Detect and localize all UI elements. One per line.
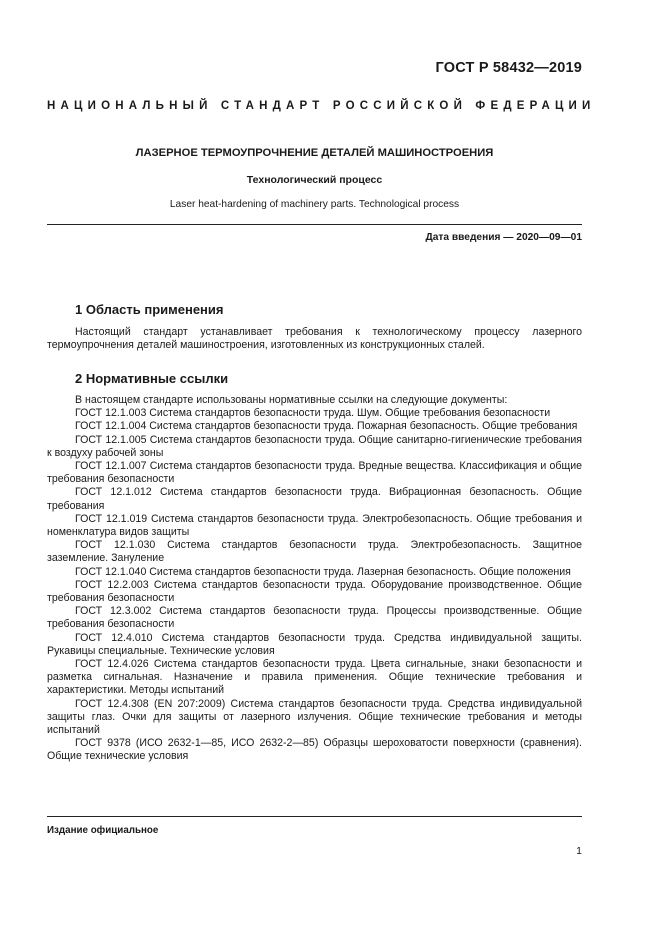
paragraph: В настоящем стандарте использованы нормативные ссылки на следующие документы: <box>75 394 508 406</box>
top-divider <box>47 224 582 225</box>
section-heading-references: 2 Нормативные ссылки <box>75 371 229 386</box>
page-number: 1 <box>576 845 582 857</box>
reference-item: ГОСТ 12.1.004 Система стандартов безопасности труда. Пожарная безопасность. Общие требования <box>75 420 578 433</box>
reference-item: ГОСТ 12.4.010 Система стандартов безопасности труда. Средства индивидуальной защиты. Рукавицы специальные. Технические условия <box>47 631 582 657</box>
reference-item: ГОСТ 12.4.308 (EN 207:2009) Система стандартов безопасности труда. Средства индивидуальной защиты глаз. Очки для защиты от лазерного излучения. Общие технические требования и методы испытаний <box>47 697 582 737</box>
document-id: ГОСТ Р 58432—2019 <box>435 60 582 76</box>
reference-item: ГОСТ 12.1.007 Система стандартов безопасности труда. Вредные вещества. Классификация и общие требования безопасности <box>47 460 582 486</box>
paragraph: Настоящий стандарт устанавливает требования к технологическому процессу лазерного термоупрочнения деталей машиностроения, изготовленных из конструкционных сталей. <box>47 326 582 352</box>
national-standard-banner: НАЦИОНАЛЬНЫЙ СТАНДАРТ РОССИЙСКОЙ ФЕДЕРАЦИИ <box>47 100 596 112</box>
reference-item: ГОСТ 12.1.012 Система стандартов безопасности труда. Вибрационная безопасность. Общие требования <box>47 486 582 512</box>
section-body-scope <box>47 326 582 352</box>
section-body-references <box>47 394 582 764</box>
reference-item: ГОСТ 12.1.003 Система стандартов безопасности труда. Шум. Общие требования безопасности <box>75 407 551 420</box>
reference-item: ГОСТ 9378 (ИСО 2632-1—85, ИСО 2632-2—85) Образцы шероховатости поверхности (сравнения). Общие технические условия <box>47 737 582 763</box>
reference-item: ГОСТ 12.1.005 Система стандартов безопасности труда. Общие санитарно-гигиенические требования к воздуху рабочей зоны <box>47 433 582 459</box>
reference-item: ГОСТ 12.2.003 Система стандартов безопасности труда. Оборудование производственное. Общие требования безопасности <box>47 578 582 605</box>
reference-item: ГОСТ 12.3.002 Система стандартов безопасности труда. Процессы производственные. Общие требования безопасности <box>47 605 582 631</box>
reference-item: ГОСТ 12.1.030 Система стандартов безопасности труда. Электробезопасность. Защитное заземление. Зануление <box>47 539 582 565</box>
reference-item: ГОСТ 12.1.019 Система стандартов безопасности труда. Электробезопасность. Общие требования и номенклатура видов защиты <box>47 512 582 539</box>
edition-note: Издание официальное <box>47 825 159 836</box>
effective-date: Дата введения — 2020—09—01 <box>425 232 582 243</box>
document-subtitle: Технологический процесс <box>246 174 383 186</box>
reference-item: ГОСТ 12.1.040 Система стандартов безопасности труда. Лазерная безопасность. Общие положения <box>75 565 571 578</box>
section-heading-scope: 1 Область применения <box>75 302 224 317</box>
bottom-divider <box>47 816 582 817</box>
document-title: ЛАЗЕРНОЕ ТЕРМОУПРОЧНЕНИЕ ДЕТАЛЕЙ МАШИНОСТРОЕНИЯ <box>135 147 494 159</box>
english-title: Laser heat-hardening of machinery parts. Technological process <box>169 199 460 210</box>
reference-item: ГОСТ 12.4.026 Система стандартов безопасности труда. Цвета сигнальные, знаки безопасности и разметка сигнальная. Назначение и правила применения. Общие технические требования и характеристики. Методы испытаний <box>47 658 582 697</box>
